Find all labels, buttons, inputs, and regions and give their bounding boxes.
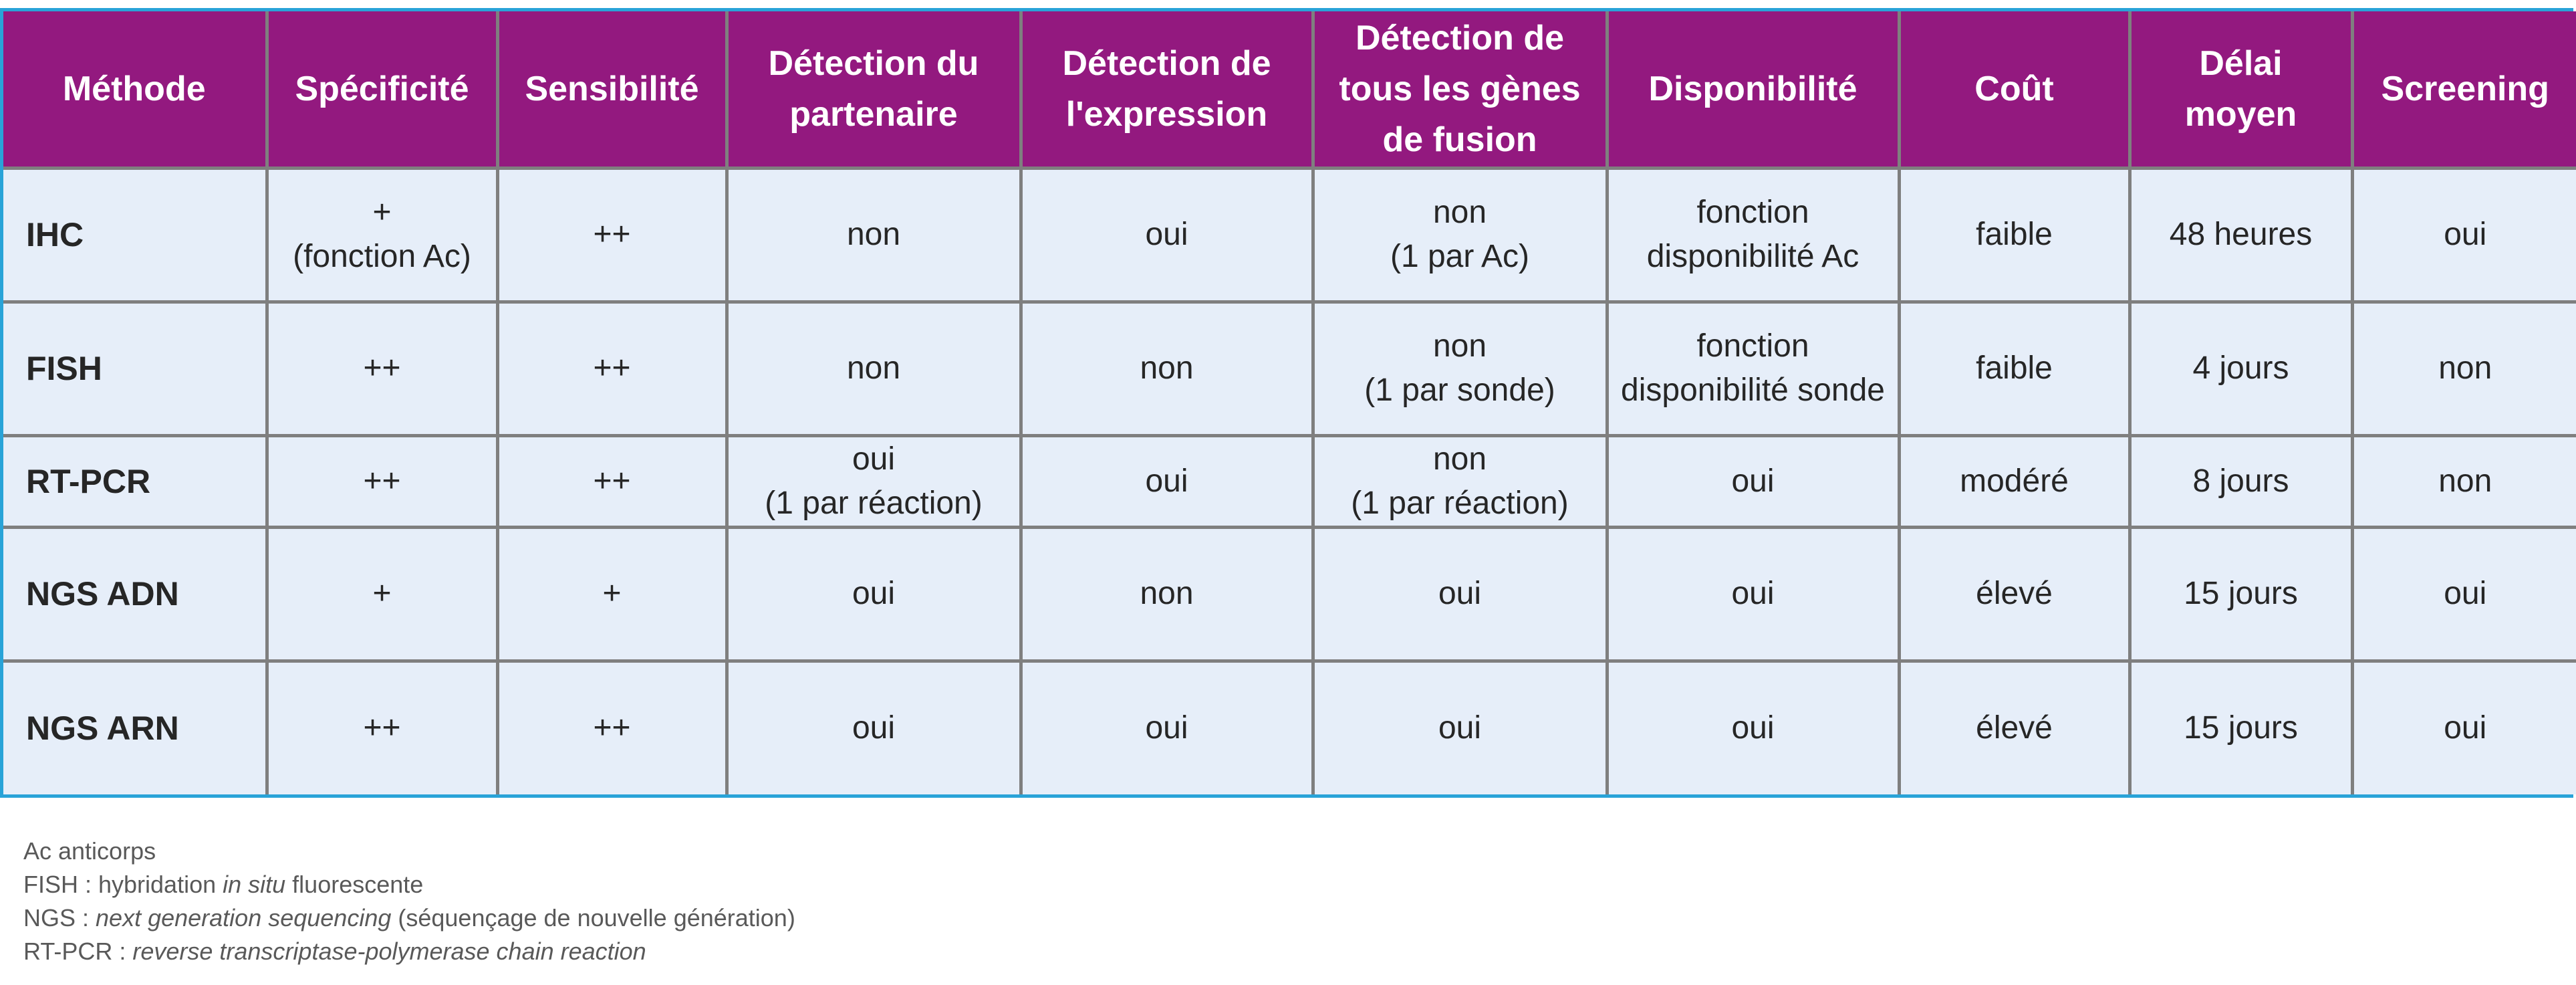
cell-specificite [267, 302, 497, 435]
cell-detection-expression [1021, 435, 1313, 527]
cell-line: oui [1145, 463, 1188, 499]
footnote-segment: reverse transcriptase-polymerase chain reaction [132, 938, 646, 965]
cell-line: oui [852, 441, 896, 477]
footnote-segment: in situ [223, 871, 286, 898]
method-cell: FISH [3, 302, 267, 435]
cell-line: non [1432, 441, 1487, 477]
header-cell-cout [1899, 11, 2130, 168]
cell-line: oui [2444, 710, 2487, 746]
cell-line: (1 par sonde) [1364, 372, 1555, 408]
cell-line: (1 par réaction) [765, 485, 983, 521]
cell-line: partenaire [789, 94, 958, 134]
cell-line: non [2438, 350, 2492, 386]
cell-line: non [1140, 350, 1194, 386]
cell-specificite [267, 435, 497, 527]
cell-delai-moyen [2130, 435, 2352, 527]
cell-line: oui [2444, 217, 2487, 252]
cell-line: Méthode [62, 69, 206, 108]
cell-sensibilite [497, 302, 727, 435]
cell-detection-partenaire [727, 168, 1021, 302]
cell-line: non [1432, 328, 1487, 364]
footnote-fish [23, 868, 795, 901]
cell-line: oui [1731, 576, 1775, 611]
cell-delai-moyen [2130, 661, 2352, 794]
cell-line: ++ [593, 350, 631, 386]
cell-detection-genes-fusion [1313, 168, 1607, 302]
cell-line: ++ [593, 217, 631, 252]
footnotes [23, 835, 795, 968]
cell-line: non [2438, 463, 2492, 499]
cell-line: Sensibilité [525, 69, 699, 108]
cell-screening [2352, 661, 2576, 794]
header-cell-detection-genes-fusion [1313, 11, 1607, 168]
cell-line: Détection de [1062, 43, 1271, 83]
cell-line: ++ [363, 463, 401, 499]
cell-line: non [846, 350, 901, 386]
cell-delai-moyen [2130, 527, 2352, 661]
cell-line: 15 jours [2184, 576, 2298, 611]
cell-cout [1899, 661, 2130, 794]
header-cell-disponibilite [1607, 11, 1899, 168]
cell-line: de fusion [1382, 120, 1537, 159]
cell-line: élevé [1976, 576, 2053, 611]
cell-line: non [846, 217, 901, 252]
header-cell-specificite [267, 11, 497, 168]
footnote-segment: (séquençage de nouvelle génération) [391, 904, 795, 932]
cell-line: modéré [1960, 463, 2069, 499]
cell-screening [2352, 302, 2576, 435]
method-cell: RT-PCR [3, 435, 267, 527]
cell-delai-moyen [2130, 302, 2352, 435]
cell-disponibilite [1607, 661, 1899, 794]
cell-line: faible [1976, 350, 2053, 386]
cell-line: ++ [593, 463, 631, 499]
cell-disponibilite [1607, 168, 1899, 302]
table-row-rt-pcr [3, 435, 2576, 527]
cell-line: élevé [1976, 710, 2053, 746]
header-cell-sensibilite [497, 11, 727, 168]
cell-line: 48 heures [2169, 217, 2313, 252]
method-cell: NGS ARN [3, 661, 267, 794]
footnote-segment: next generation sequencing [96, 904, 392, 932]
footnote-segment: FISH : hybridation [23, 871, 223, 898]
cell-line: Disponibilité [1648, 69, 1857, 108]
comparison-table [3, 11, 2576, 794]
footnote-segment: Ac anticorps [23, 837, 156, 865]
cell-line: 4 jours [2192, 350, 2289, 386]
cell-cout [1899, 435, 2130, 527]
cell-line: + [372, 195, 392, 230]
cell-detection-genes-fusion [1313, 527, 1607, 661]
cell-line: + [372, 576, 392, 611]
cell-line: oui [1145, 710, 1188, 746]
cell-detection-partenaire [727, 435, 1021, 527]
table-row-fish [3, 302, 2576, 435]
cell-detection-expression [1021, 527, 1313, 661]
header-cell-detection-expression [1021, 11, 1313, 168]
cell-sensibilite [497, 527, 727, 661]
cell-cout [1899, 302, 2130, 435]
cell-line: + [602, 576, 622, 611]
footnote-ngs [23, 901, 795, 935]
cell-line: ++ [363, 350, 401, 386]
cell-detection-genes-fusion [1313, 435, 1607, 527]
cell-line: oui [1438, 576, 1482, 611]
cell-disponibilite [1607, 435, 1899, 527]
cell-line: faible [1976, 217, 2053, 252]
cell-cout [1899, 168, 2130, 302]
cell-detection-expression [1021, 661, 1313, 794]
cell-line: non [1432, 195, 1487, 230]
cell-disponibilite [1607, 302, 1899, 435]
cell-line: Screening [2381, 69, 2549, 108]
footnote-segment: fluorescente [285, 871, 424, 898]
cell-line: (1 par réaction) [1351, 485, 1569, 521]
comparison-table-container [0, 8, 2573, 798]
cell-line: oui [1731, 710, 1775, 746]
cell-line: oui [852, 576, 896, 611]
cell-line: moyen [2184, 94, 2297, 134]
cell-detection-expression [1021, 302, 1313, 435]
cell-line: ++ [593, 710, 631, 746]
cell-line: disponibilité sonde [1621, 372, 1885, 408]
cell-line: Délai [2199, 43, 2283, 83]
header-cell-detection-partenaire [727, 11, 1021, 168]
cell-detection-genes-fusion [1313, 661, 1607, 794]
cell-line: (1 par Ac) [1390, 239, 1530, 274]
cell-detection-genes-fusion [1313, 302, 1607, 435]
header-cell-delai-moyen [2130, 11, 2352, 168]
cell-sensibilite [497, 661, 727, 794]
cell-detection-partenaire [727, 661, 1021, 794]
cell-sensibilite [497, 435, 727, 527]
method-cell: NGS ADN [3, 527, 267, 661]
cell-line: Détection de [1355, 18, 1565, 58]
footnote-segment: NGS : [23, 904, 96, 932]
cell-line: 8 jours [2192, 463, 2289, 499]
cell-line: 15 jours [2184, 710, 2298, 746]
cell-line: Spécificité [295, 69, 469, 108]
table-row-ngs-adn [3, 527, 2576, 661]
header-cell-screening [2352, 11, 2576, 168]
cell-specificite [267, 661, 497, 794]
cell-line: oui [1145, 217, 1188, 252]
cell-delai-moyen [2130, 168, 2352, 302]
table-row-ihc [3, 168, 2576, 302]
cell-detection-partenaire [727, 527, 1021, 661]
cell-line: fonction [1696, 195, 1809, 230]
cell-disponibilite [1607, 527, 1899, 661]
cell-screening [2352, 527, 2576, 661]
cell-line: oui [852, 710, 896, 746]
cell-specificite [267, 168, 497, 302]
footnote-ac [23, 835, 795, 868]
cell-line: ++ [363, 710, 401, 746]
cell-screening [2352, 168, 2576, 302]
header-row [3, 11, 2576, 168]
table-row-ngs-arn [3, 661, 2576, 794]
cell-detection-expression [1021, 168, 1313, 302]
cell-sensibilite [497, 168, 727, 302]
cell-line: oui [1731, 463, 1775, 499]
cell-specificite [267, 527, 497, 661]
cell-line: non [1140, 576, 1194, 611]
cell-line: oui [1438, 710, 1482, 746]
cell-screening [2352, 435, 2576, 527]
header-cell-methode [3, 11, 267, 168]
cell-detection-partenaire [727, 302, 1021, 435]
cell-cout [1899, 527, 2130, 661]
method-cell: IHC [3, 168, 267, 302]
cell-line: fonction [1696, 328, 1809, 364]
cell-line: disponibilité Ac [1646, 239, 1859, 274]
footnote-segment: RT-PCR : [23, 938, 133, 965]
footnote-rt-pcr [23, 935, 795, 968]
cell-line: tous les gènes [1339, 69, 1581, 108]
cell-line: oui [2444, 576, 2487, 611]
cell-line: Détection du [768, 43, 979, 83]
cell-line: (fonction Ac) [293, 239, 471, 274]
cell-line: l'expression [1065, 94, 1268, 134]
cell-line: Coût [1974, 69, 2054, 108]
